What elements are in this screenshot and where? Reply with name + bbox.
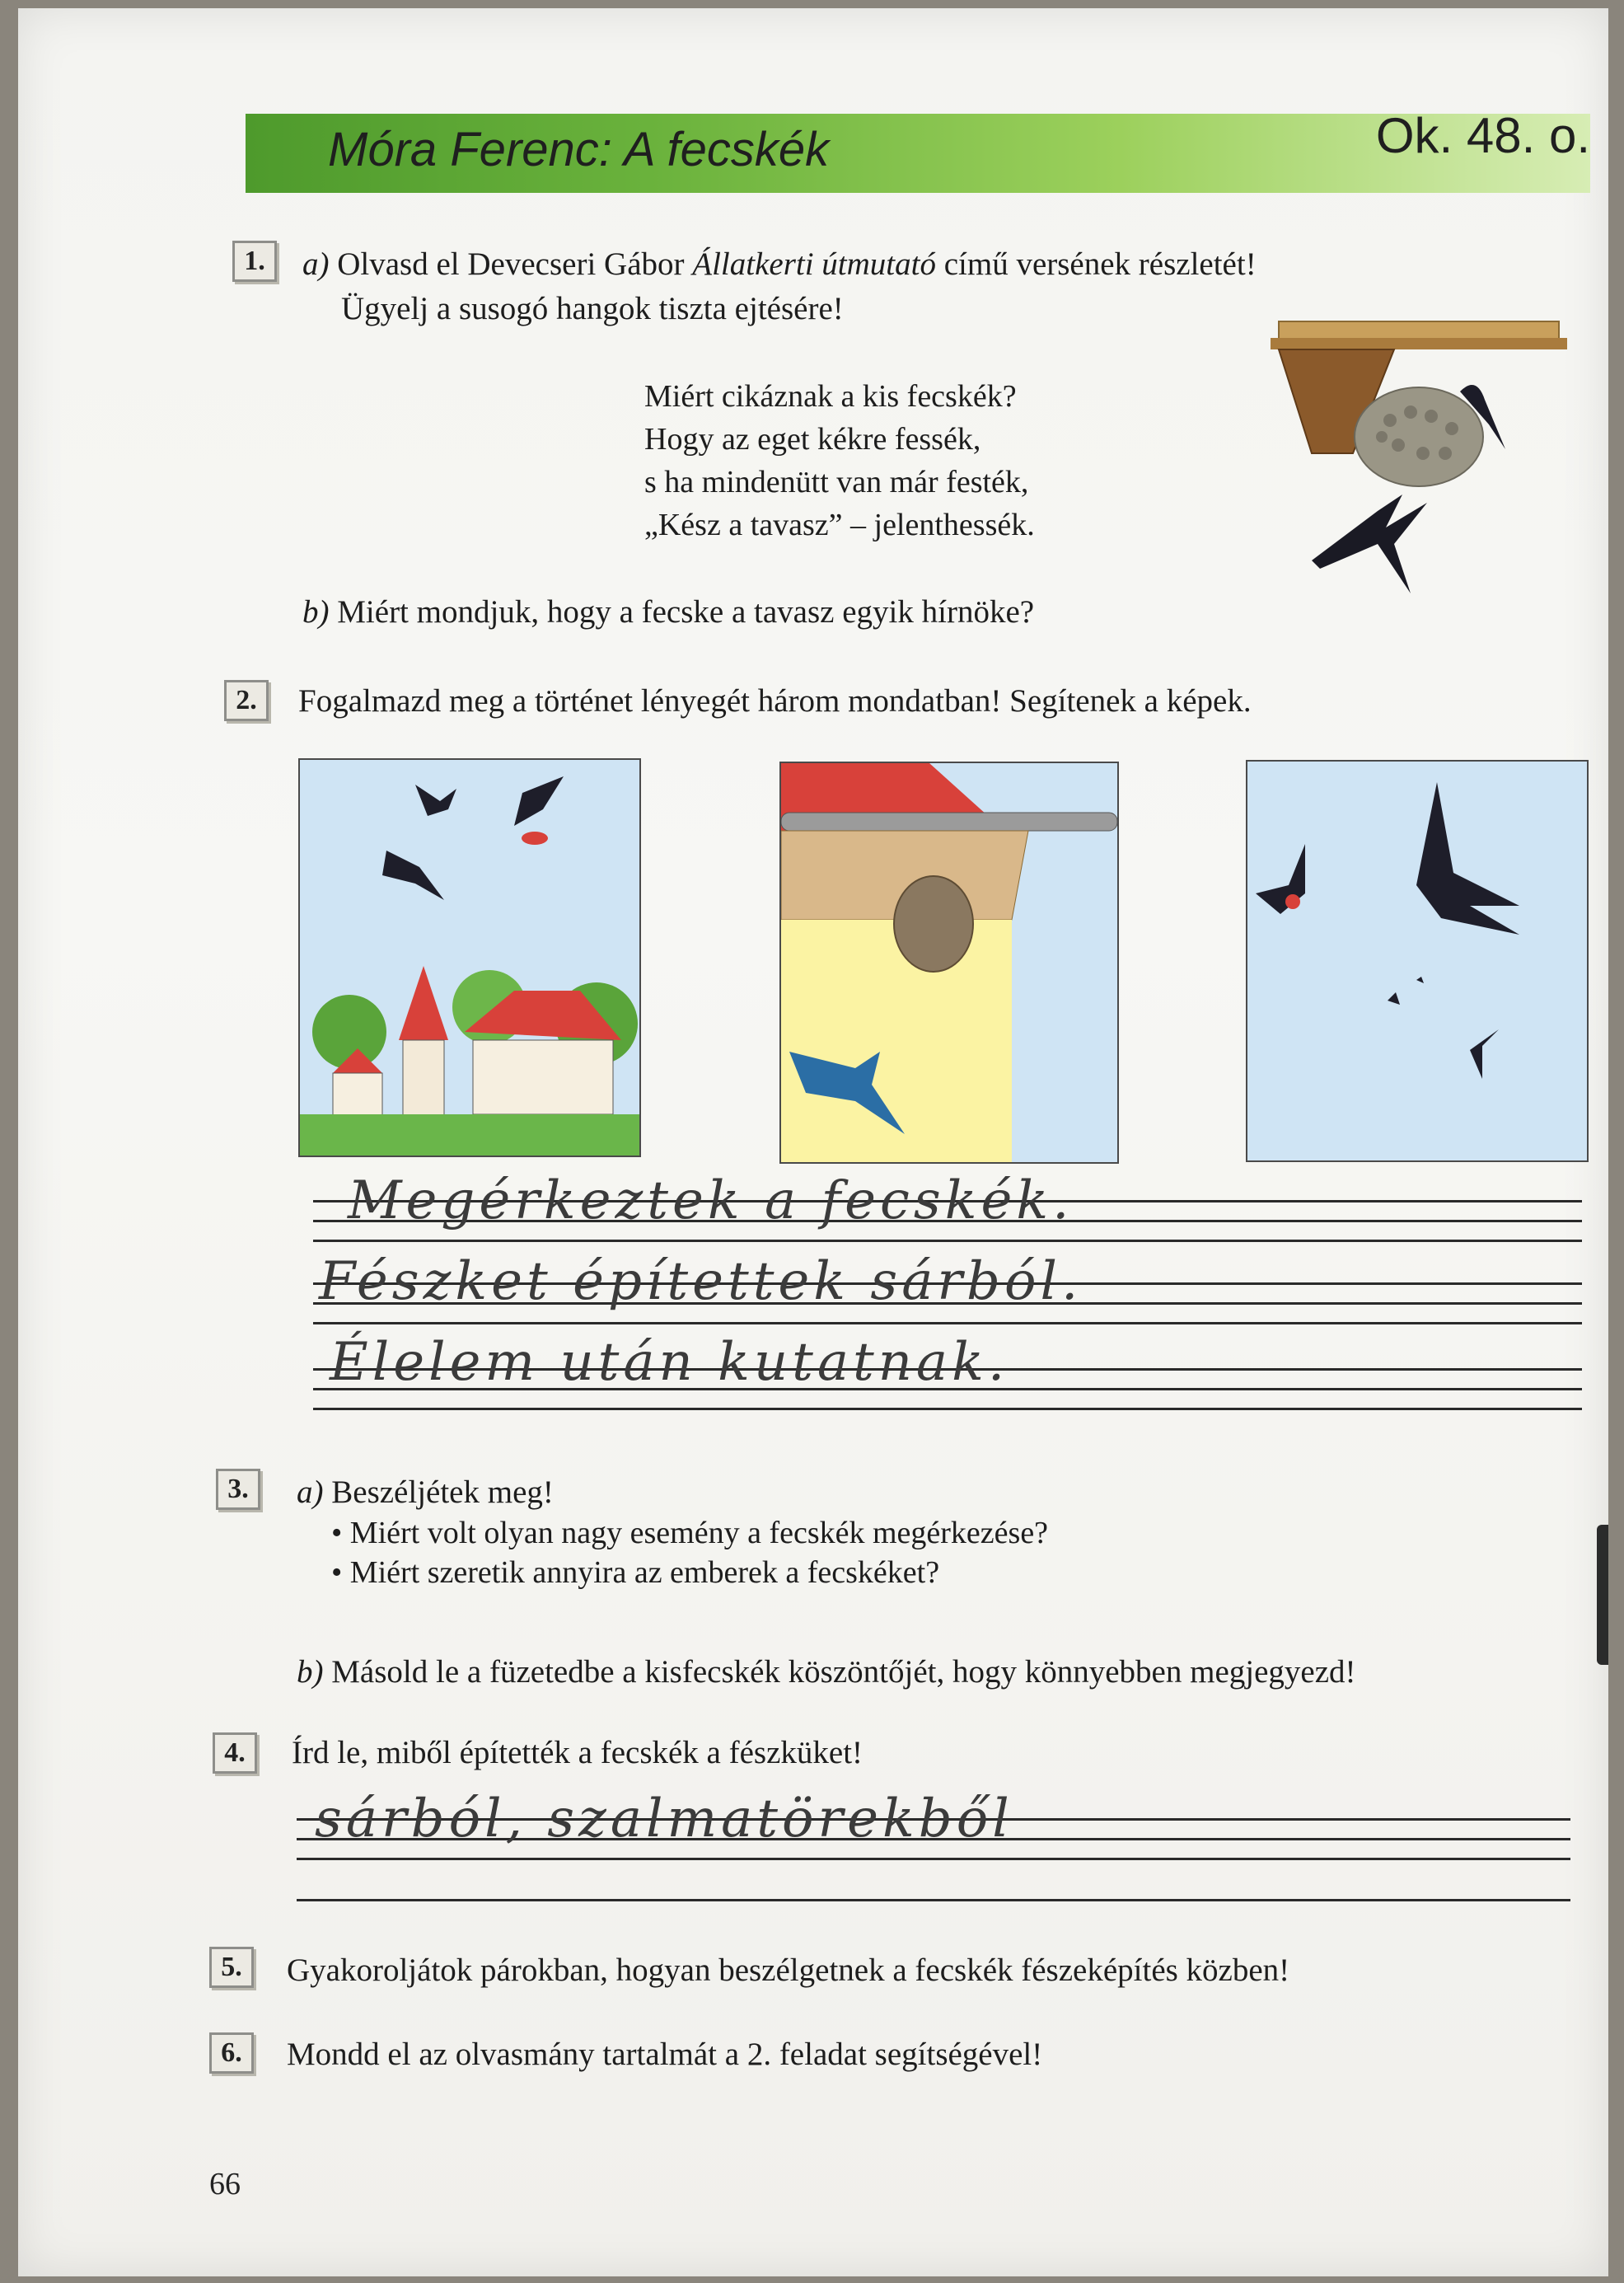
poem-excerpt xyxy=(644,375,1035,546)
chapter-banner xyxy=(246,108,1590,193)
reading-book-reference: Ok. 48. o. xyxy=(1375,108,1590,163)
task-3b-text: Másold le a füzetedbe a kisfecskék köszöntőjét, hogy könnyebben megjegyezd! xyxy=(331,1654,1356,1690)
writing-line xyxy=(297,1899,1570,1901)
task-3-number: 3. xyxy=(216,1469,260,1510)
task-5-instruction: Gyakoroljátok párokban, hogyan beszélgetnek a fecskék fészeképítés közben! xyxy=(287,1953,1290,1988)
task-3b-instruction xyxy=(297,1653,1356,1690)
handwritten-answer-line-2: Fészket építettek sárból. xyxy=(319,1251,1083,1312)
handwritten-answer-line-1: Megérkeztek a fecskék. xyxy=(348,1170,1074,1231)
task-2-instruction: Fogalmazd meg a történet lényegét három mondatban! Segítenek a képek. xyxy=(298,683,1252,719)
task-1b-question xyxy=(302,593,1034,631)
task-1b-label: b) xyxy=(302,594,330,630)
task-4-number: 4. xyxy=(213,1732,257,1774)
handwritten-answer-line-3: Élelem után kutatnak. xyxy=(330,1332,1009,1393)
poem-line: Miért cikáznak a kis fecskék? xyxy=(644,379,1017,414)
page-number: 66 xyxy=(209,2167,241,2201)
handwritten-answer-task-4: sárból, szalmatörekből xyxy=(315,1788,1013,1849)
task-1b-text: Miért mondjuk, hogy a fecske a tavasz egyik hírnöke? xyxy=(337,594,1035,630)
task-2-number: 2. xyxy=(224,680,269,721)
poem-line: „Kész a tavasz” – jelenthessék. xyxy=(644,508,1035,542)
writing-line xyxy=(313,1408,1582,1410)
writing-line xyxy=(313,1322,1582,1324)
task-1-number: 1. xyxy=(232,241,277,282)
task-6-number: 6. xyxy=(209,2032,254,2074)
page-edge-tab xyxy=(1597,1525,1608,1665)
swallow-nest-illustration xyxy=(1254,313,1575,610)
workbook-page xyxy=(18,8,1608,2276)
task-1a-line2: Ügyelj a susogó hangok tiszta ejtésére! xyxy=(341,291,844,326)
task-1a-instruction xyxy=(302,246,1257,283)
poem-line: s ha mindenütt van már festék, xyxy=(644,465,1029,499)
task-1a-poem-title: Állatkerti útmutató xyxy=(692,246,936,282)
task-3a-text: Beszéljétek meg! xyxy=(331,1474,554,1510)
chapter-title: Móra Ferenc: A fecskék xyxy=(328,123,830,176)
poem-line: Hogy az eget kékre fessék, xyxy=(644,422,981,457)
picture-swallows-sky xyxy=(1246,760,1589,1162)
task-3-bullet: • Miért volt olyan nagy esemény a fecskék megérkezése? xyxy=(331,1516,1049,1550)
task-3a-label: a) xyxy=(297,1474,324,1510)
task-5-number: 5. xyxy=(209,1947,254,1988)
picture-village-swallows xyxy=(298,758,641,1157)
task-3b-label: b) xyxy=(297,1654,324,1690)
task-3-bullet: • Miért szeretik annyira az emberek a fecskéket? xyxy=(331,1555,940,1590)
task-1a-text-part1: Olvasd el Devecseri Gábor xyxy=(337,246,685,282)
writing-line xyxy=(313,1240,1582,1242)
task-3a-instruction xyxy=(297,1474,554,1511)
task-4-instruction: Írd le, miből építették a fecskék a fészküket! xyxy=(292,1735,863,1770)
picture-nest-under-roof xyxy=(779,762,1119,1164)
writing-line xyxy=(297,1858,1570,1860)
task-1a-text-part2: című versének részletét! xyxy=(943,246,1257,282)
task-1a-label: a) xyxy=(302,246,330,282)
task-6-instruction: Mondd el az olvasmány tartalmát a 2. feladat segítségével! xyxy=(287,2037,1043,2072)
